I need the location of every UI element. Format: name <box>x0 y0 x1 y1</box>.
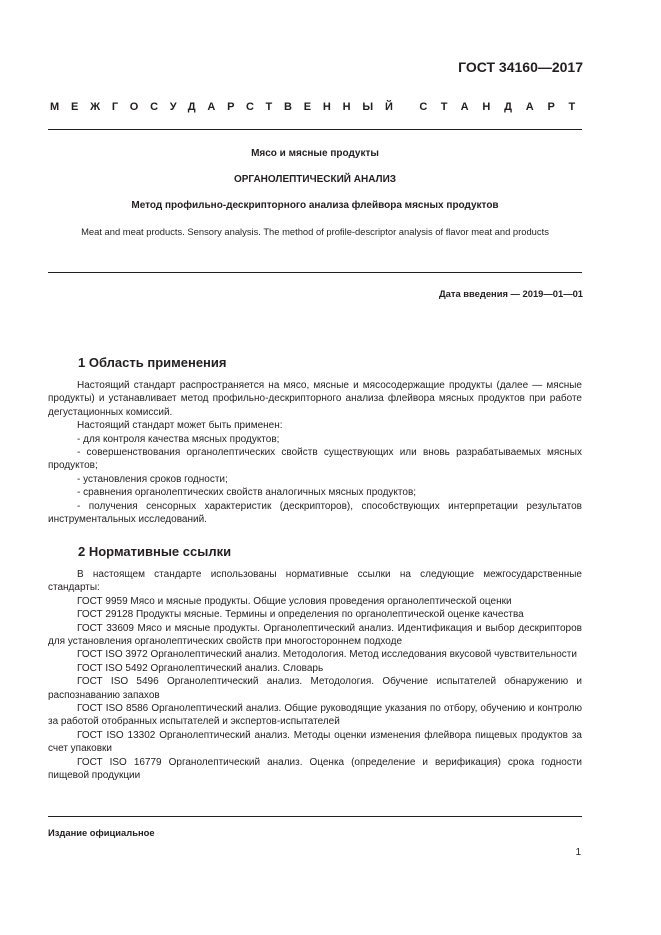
section2-intro: В настоящем стандарте использованы нормативные ссылки на следующие межгосударственные стандарты: <box>48 569 582 594</box>
subject-title: Мясо и мясные продукты <box>251 148 379 159</box>
title-divider <box>48 272 582 273</box>
list-item: - установления сроков годности; <box>77 473 228 485</box>
subtitle: Метод профильно-дескрипторного анализа флейвора мясных продуктов <box>131 200 499 211</box>
interstate-label-word1: МЕЖГОСУДАРСТВЕННЫЙ <box>50 101 405 113</box>
list-item: - получения сенсорных характеристик (дескрипторов), способствующих интерпретации результатов инструментальных исследований. <box>48 500 582 526</box>
interstate-standard-label <box>50 100 589 114</box>
list-item: - сравнения органолептических свойств аналогичных мясных продуктов; <box>77 487 417 499</box>
reference-item: ГОСТ ISO 13302 Органолептический анализ. Методы оценки изменения флейвора пищевых продуктов за счет упаковки <box>48 729 582 755</box>
section1-body <box>48 379 582 526</box>
list-item: - совершенствования органолептических свойств существующих или вновь разрабатываемых мясных продуктов; <box>48 447 582 472</box>
main-title: ОРГАНОЛЕПТИЧЕСКИЙ АНАЛИЗ <box>233 174 397 185</box>
reference-item: ГОСТ ISO 3972 Органолептический анализ. Методология. Метод исследования вкусовой чувствительности <box>77 649 577 661</box>
reference-item: ГОСТ 33609 Мясо и мясные продукты. Органолептический анализ. Идентификация и выбор дескрипторов для установления органолептических свойств при многостороннем подходе <box>48 622 582 648</box>
section1-paragraph: Настоящий стандарт распространяется на мясо, мясные и мясосодержащие продукты (далее — мясные продукты) и устанавливает метод профильно-дескрипторного анализа флейвора мясных продуктов при работе дегустационных комиссий. <box>48 380 582 418</box>
list-item: - для контроля качества мясных продуктов; <box>77 433 280 445</box>
section2-body <box>48 568 582 783</box>
interstate-label-word2: СТАНДАРТ <box>419 101 589 113</box>
section1-heading: 1 Область применения <box>78 355 227 370</box>
reference-item: ГОСТ ISO 5492 Органолептический анализ. Словарь <box>77 662 324 674</box>
page-number: 1 <box>575 847 581 858</box>
reference-item: ГОСТ 29128 Продукты мясные. Термины и определения по органолептической оценке качества <box>77 609 524 621</box>
official-edition-label: Издание официальное <box>48 827 155 838</box>
effective-date: Дата введения — 2019—01—01 <box>438 288 583 299</box>
reference-item: ГОСТ ISO 5496 Органолептический анализ. Методология. Обучение испытателей обнаружению и распознаванию запахов <box>48 676 582 701</box>
reference-item: ГОСТ ISO 16779 Органолептический анализ. Оценка (определение и верификация) срока годности пищевой продукции <box>48 756 582 782</box>
english-title: Meat and meat products. Sensory analysis. The method of profile-descriptor analysis of flavor meat and products <box>81 226 549 237</box>
standard-code: ГОСТ 34160—2017 <box>458 59 583 75</box>
reference-item: ГОСТ ISO 8586 Органолептический анализ. Общие руководящие указания по отбору, обучению и контролю за работой отобранных испытателей и экспертов-испытателей <box>48 703 582 728</box>
section2-heading: 2 Нормативные ссылки <box>78 544 232 559</box>
reference-item: ГОСТ 9959 Мясо и мясные продукты. Общие условия проведения органолептической оценки <box>77 595 512 607</box>
top-divider <box>48 129 582 130</box>
footer-divider <box>48 816 582 817</box>
section1-paragraph: Настоящий стандарт может быть применен: <box>77 420 283 432</box>
